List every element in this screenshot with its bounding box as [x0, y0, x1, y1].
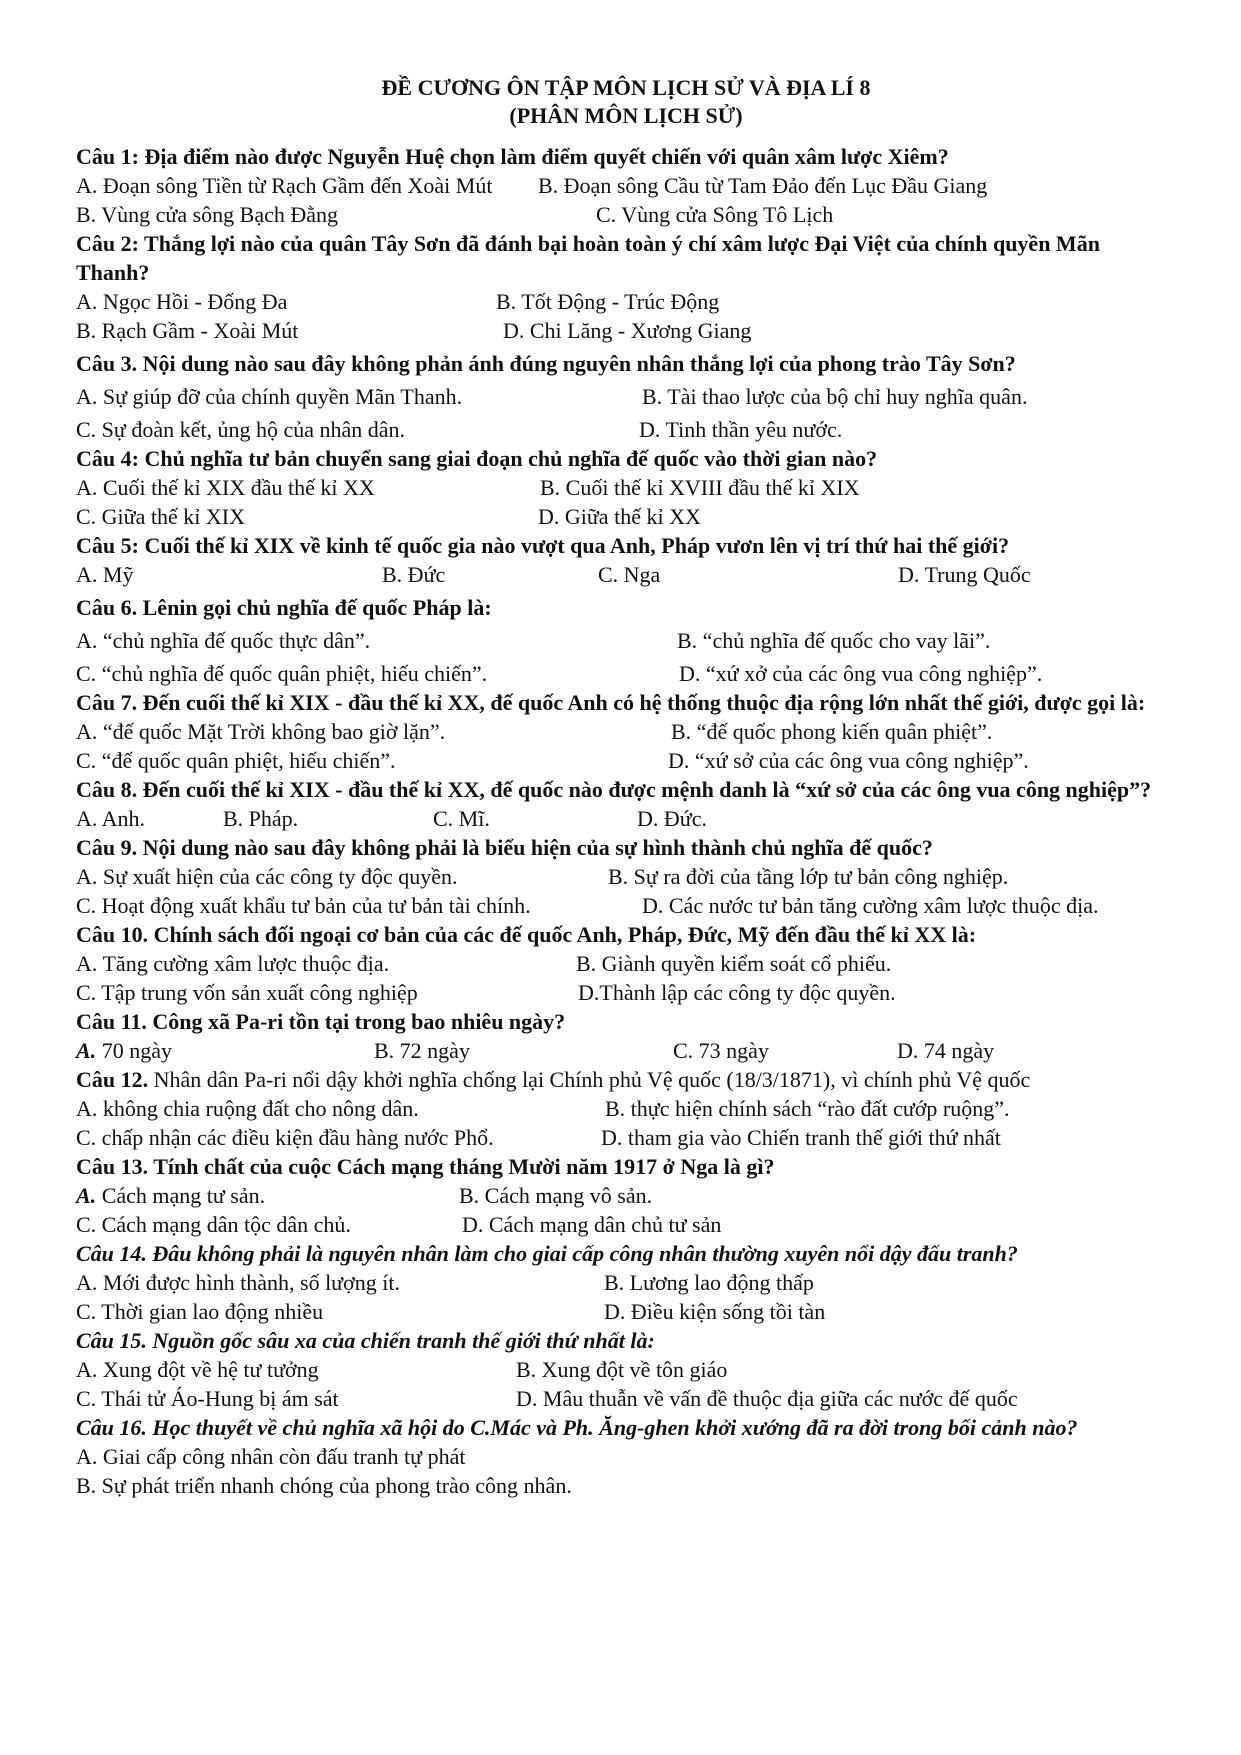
question-14	[76, 1239, 1176, 1326]
option-d: D. Cách mạng dân chủ tư sản	[462, 1212, 722, 1237]
option-c: C. Cách mạng dân tộc dân chủ.	[76, 1212, 351, 1237]
question-number: Câu 4:	[76, 446, 139, 471]
option-b: B. Cuối thế kỉ XVIII đầu thế kỉ XIX	[540, 475, 860, 500]
question-text: Công xã Pa-ri tồn tại trong bao nhiêu ngày?	[146, 1009, 566, 1034]
option-d: D. Giữa thế kỉ XX	[538, 504, 701, 529]
option-row	[76, 862, 1176, 891]
option-d: D. “xứ xở của các ông vua công nghiệp”.	[679, 661, 1043, 686]
option-row	[76, 978, 1176, 1007]
question-text: Nguồn gốc sâu xa của chiến tranh thế giới thứ nhất là:	[146, 1328, 655, 1353]
option-a: A. Giai cấp công nhân còn đấu tranh tự phát	[76, 1444, 466, 1469]
option-d: D. 74 ngày	[897, 1038, 995, 1063]
question-11	[76, 1007, 1176, 1065]
option-c: C. Nga	[598, 562, 661, 587]
option-row	[76, 659, 1176, 688]
question-number: Câu 8.	[76, 777, 138, 802]
option-a: A. Tăng cường xâm lược thuộc địa.	[76, 951, 390, 976]
option-d: D. “xứ sở của các ông vua công nghiệp”.	[668, 748, 1029, 773]
option-row	[76, 717, 1176, 746]
option-row	[76, 1094, 1176, 1123]
option-a-text: 70 ngày	[96, 1038, 172, 1063]
option-d: D. Điều kiện sống tồi tàn	[604, 1299, 826, 1324]
option-d: D. tham gia vào Chiến tranh thế giới thứ nhất	[601, 1125, 1001, 1150]
option-row	[76, 1297, 1176, 1326]
option-row	[76, 626, 1176, 655]
option-b: B. Giành quyền kiểm soát cổ phiếu.	[576, 951, 892, 976]
question-number: Câu 15.	[76, 1328, 147, 1353]
question-1	[76, 142, 1176, 229]
option-a: A. Đoạn sông Tiền từ Rạch Gầm đến Xoài Mút	[76, 173, 493, 198]
option-c: C. Vùng cửa Sông Tô Lịch	[596, 202, 834, 227]
option-row	[76, 1123, 1176, 1152]
option-c: C. Mĩ.	[433, 806, 490, 831]
option-b: B. 72 ngày	[374, 1038, 470, 1063]
option-c: C. chấp nhận các điều kiện đầu hàng nước Phổ.	[76, 1125, 494, 1150]
option-row	[76, 949, 1176, 978]
option-b: B. Tốt Động - Trúc Động	[496, 289, 720, 314]
title-block	[76, 74, 1176, 130]
option-b: B. Lương lao động thấp	[604, 1270, 814, 1295]
option-d: D. Mâu thuẫn về vấn đề thuộc địa giữa các nước đế quốc	[516, 1386, 1018, 1411]
option-a: A. “đế quốc Mặt Trời không bao giờ lặn”.	[76, 719, 446, 744]
question-number: Câu 16.	[76, 1415, 147, 1440]
question-text: Đâu không phải là nguyên nhân làm cho giai cấp công nhân thường xuyên nổi dậy đấu tranh?	[146, 1241, 1018, 1266]
question-text: Lênin gọi chủ nghĩa đế quốc Pháp là:	[137, 595, 492, 620]
question-number: Câu 13.	[76, 1154, 149, 1179]
option-row	[76, 200, 1176, 229]
question-number: Câu 6.	[76, 595, 138, 620]
question-text: Chủ nghĩa tư bản chuyển sang giai đoạn chủ nghĩa đế quốc vào thời gian nào?	[138, 446, 878, 471]
question-text: Đến cuối thế kỉ XIX - đầu thế kỉ XX, đế quốc Anh có hệ thống thuộc địa rộng lớn nhất thế giới, được gọi là:	[137, 690, 1146, 715]
question-number: Câu 7.	[76, 690, 138, 715]
option-c: C. Thái tử Áo-Hung bị ám sát	[76, 1386, 339, 1411]
option-b: B. Đoạn sông Cầu từ Tam Đảo đến Lục Đầu Giang	[538, 173, 988, 198]
option-d: D. Tinh thần yêu nước.	[639, 417, 843, 442]
question-3	[76, 349, 1176, 444]
option-b: B. thực hiện chính sách “rào đất cướp ruộng”.	[605, 1096, 1010, 1121]
question-number: Câu 1:	[76, 144, 139, 169]
question-15	[76, 1326, 1176, 1413]
option-row	[76, 287, 1176, 316]
option-a: A. Mỹ	[76, 562, 134, 587]
option-a: A. “chủ nghĩa đế quốc thực dân”.	[76, 628, 371, 653]
option-b: B. Xung đột về tôn giáo	[516, 1357, 728, 1382]
question-text: Thắng lợi nào của quân Tây Sơn đã đánh bại hoàn toàn ý chí xâm lược Đại Việt của chính quyền Mãn Thanh?	[76, 231, 1100, 285]
option-row	[76, 473, 1176, 502]
question-number: Câu 11.	[76, 1009, 147, 1034]
document-page	[76, 74, 1176, 1500]
question-number: Câu 3.	[76, 351, 138, 376]
option-b: B. “chủ nghĩa đế quốc cho vay lãi”.	[677, 628, 991, 653]
question-text: Nội dung nào sau đây không phản ánh đúng nguyên nhân thắng lợi của phong trào Tây Sơn?	[137, 351, 1016, 376]
option-d: D. Trung Quốc	[898, 562, 1031, 587]
option-row	[76, 1181, 1176, 1210]
option-d: D. Các nước tư bản tăng cường xâm lược thuộc địa.	[642, 893, 1099, 918]
option-b: B. Đức	[382, 562, 446, 587]
option-a	[76, 1181, 459, 1210]
document-title: ĐỀ CƯƠNG ÔN TẬP MÔN LỊCH SỬ VÀ ĐỊA LÍ 8	[381, 75, 871, 100]
option-row	[76, 804, 1176, 833]
option-b: B. “đế quốc phong kiến quân phiệt”.	[671, 719, 993, 744]
option-a: A. Sự xuất hiện của các công ty độc quyền.	[76, 864, 458, 889]
question-13	[76, 1152, 1176, 1239]
option-c: C. “đế quốc quân phiệt, hiếu chiến”.	[76, 748, 396, 773]
option-c: C. “chủ nghĩa đế quốc quân phiệt, hiếu chiến”.	[76, 661, 488, 686]
question-number: Câu 2:	[76, 231, 139, 256]
option-a-label: A.	[76, 1038, 97, 1063]
option-row	[76, 316, 1176, 345]
option-d: D. Chi Lăng - Xương Giang	[503, 318, 752, 343]
question-8	[76, 775, 1176, 833]
question-text: Địa điểm nào được Nguyễn Huệ chọn làm điểm quyết chiến với quân xâm lược Xiêm?	[138, 144, 949, 169]
option-row	[76, 1355, 1176, 1384]
option-c: C. Tập trung vốn sản xuất công nghiệp	[76, 980, 418, 1005]
question-number: Câu 14.	[76, 1241, 147, 1266]
question-12	[76, 1065, 1176, 1152]
option-row	[76, 746, 1176, 775]
option-row	[76, 1384, 1176, 1413]
option-c: C. 73 ngày	[673, 1038, 769, 1063]
option-a: A. Sự giúp đỡ của chính quyền Mãn Thanh.	[76, 384, 463, 409]
option-row	[76, 382, 1176, 411]
question-text: Tính chất của cuộc Cách mạng tháng Mười năm 1917 ở Nga là gì?	[148, 1154, 775, 1179]
option-c: C. Sự đoàn kết, ủng hộ của nhân dân.	[76, 417, 406, 442]
question-10	[76, 920, 1176, 1007]
question-text: Đến cuối thế kỉ XIX - đầu thế kỉ XX, đế quốc nào được mệnh danh là “xứ sở của các ông vua công nghiệp”?	[137, 777, 1152, 802]
question-number: Câu 5:	[76, 533, 139, 558]
option-a: A. không chia ruộng đất cho nông dân.	[76, 1096, 419, 1121]
option-b: B. Pháp.	[223, 806, 299, 831]
option-b: B. Tài thao lược của bộ chỉ huy nghĩa quân.	[642, 384, 1028, 409]
option-b: B. Rạch Gầm - Xoài Mút	[76, 318, 299, 343]
option-row	[76, 1268, 1176, 1297]
option-b: B. Cách mạng vô sản.	[459, 1183, 653, 1208]
option-b: B. Sự ra đời của tầng lớp tư bản công nghiệp.	[608, 864, 1009, 889]
question-2	[76, 229, 1176, 345]
question-9	[76, 833, 1176, 920]
option-row	[76, 1471, 1176, 1500]
option-row	[76, 1036, 1176, 1065]
option-row	[76, 502, 1176, 531]
option-c: C. Giữa thế kỉ XIX	[76, 504, 245, 529]
option-a: A. Mới được hình thành, số lượng ít.	[76, 1270, 400, 1295]
question-7	[76, 688, 1176, 775]
option-row	[76, 891, 1176, 920]
option-a-text: Cách mạng tư sản.	[96, 1183, 266, 1208]
question-text: Học thuyết về chủ nghĩa xã hội do C.Mác và Ph. Ăng-ghen khởi xướng đã ra đời trong bối cảnh nào?	[146, 1415, 1078, 1440]
option-a	[76, 1036, 374, 1065]
question-6	[76, 593, 1176, 688]
option-d: D. Đức.	[637, 806, 707, 831]
option-b: B. Sự phát triển nhanh chóng của phong trào công nhân.	[76, 1473, 572, 1498]
option-row	[76, 171, 1176, 200]
option-a: A. Anh.	[76, 806, 146, 831]
question-4	[76, 444, 1176, 531]
option-a: A. Cuối thế kỉ XIX đầu thế kỉ XX	[76, 475, 375, 500]
question-number: Câu 9.	[76, 835, 138, 860]
option-d: D.Thành lập các công ty độc quyền.	[578, 980, 896, 1005]
option-b: B. Vùng cửa sông Bạch Đằng	[76, 202, 339, 227]
question-text: Nội dung nào sau đây không phải là biểu hiện của sự hình thành chủ nghĩa đế quốc?	[137, 835, 933, 860]
option-c: C. Hoạt động xuất khẩu tư bản của tư bản tài chính.	[76, 893, 531, 918]
option-a: A. Xung đột về hệ tư tưởng	[76, 1357, 319, 1382]
question-text: Chính sách đối ngoại cơ bản của các đế quốc Anh, Pháp, Đức, Mỹ đến đầu thế kỉ XX là:	[148, 922, 977, 947]
option-a: A. Ngọc Hồi - Đống Đa	[76, 289, 288, 314]
option-row	[76, 415, 1176, 444]
option-row	[76, 1210, 1176, 1239]
question-text: Cuối thế kỉ XIX về kinh tế quốc gia nào vượt qua Anh, Pháp vươn lên vị trí thứ hai thế giới?	[138, 533, 1010, 558]
option-a-label: A.	[76, 1183, 97, 1208]
question-5	[76, 531, 1176, 589]
question-text: Nhân dân Pa-ri nổi dậy khởi nghĩa chống lại Chính phủ Vệ quốc (18/3/1871), vì chính phủ Vệ quốc	[148, 1067, 1031, 1092]
option-row	[76, 1442, 1176, 1471]
question-number: Câu 12.	[76, 1067, 149, 1092]
document-subtitle: (PHÂN MÔN LỊCH SỬ)	[509, 103, 743, 128]
option-row	[76, 560, 1176, 589]
question-number: Câu 10.	[76, 922, 149, 947]
question-16	[76, 1413, 1176, 1500]
option-c: C. Thời gian lao động nhiều	[76, 1299, 324, 1324]
